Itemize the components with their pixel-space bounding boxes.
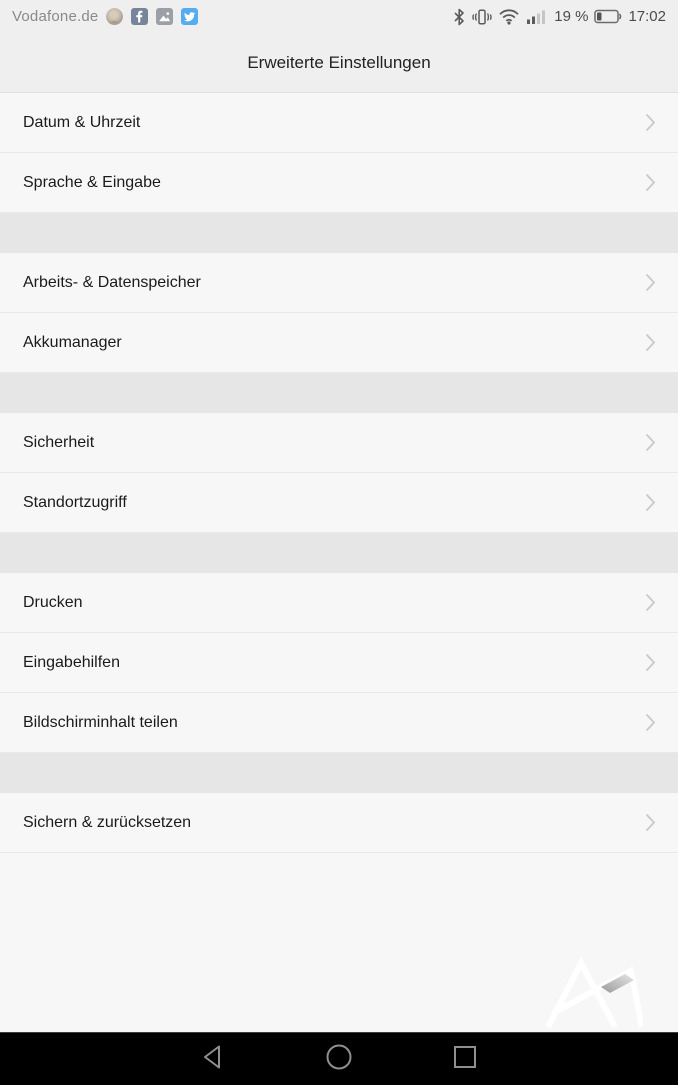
back-button[interactable] <box>196 1040 230 1077</box>
status-bar-left <box>12 8 452 25</box>
avatar-notification-icon <box>106 8 123 25</box>
settings-row-label: Akkumanager <box>23 333 122 351</box>
group-separator <box>0 213 678 253</box>
settings-row-akkumanager[interactable] <box>0 313 678 373</box>
navigation-bar <box>0 1032 678 1085</box>
settings-row-sicherheit[interactable] <box>0 413 678 473</box>
chevron-right-icon <box>645 173 656 192</box>
chevron-right-icon <box>645 433 656 452</box>
recents-button[interactable] <box>448 1040 482 1077</box>
settings-row-label: Arbeits- & Datenspeicher <box>23 273 201 291</box>
back-triangle-icon <box>198 1042 228 1072</box>
page-title: Erweiterte Einstellungen <box>247 52 431 72</box>
chevron-right-icon <box>645 813 656 832</box>
settings-row-label: Standortzugriff <box>23 493 127 511</box>
settings-row-label: Eingabehilfen <box>23 653 120 671</box>
status-bar <box>0 0 678 33</box>
settings-row-label: Datum & Uhrzeit <box>23 113 141 131</box>
settings-row-sichern-zuruecksetzen[interactable] <box>0 793 678 853</box>
settings-row-label: Sichern & zurücksetzen <box>23 813 192 831</box>
vibrate-icon <box>472 8 492 26</box>
settings-row-bildschirminhalt-teilen[interactable] <box>0 693 678 753</box>
settings-row-sprache-eingabe[interactable] <box>0 153 678 213</box>
settings-row-label: Sicherheit <box>23 433 95 451</box>
twitter-notification-icon <box>181 8 198 25</box>
settings-row-label: Drucken <box>23 593 83 611</box>
settings-row-datum-uhrzeit[interactable] <box>0 93 678 153</box>
chevron-right-icon <box>645 273 656 292</box>
settings-row-eingabehilfen[interactable] <box>0 633 678 693</box>
home-circle-icon <box>324 1042 354 1072</box>
clock-label: 17:02 <box>628 8 666 25</box>
settings-list <box>0 93 678 853</box>
header <box>0 33 678 93</box>
chevron-right-icon <box>645 333 656 352</box>
bluetooth-icon <box>452 8 466 26</box>
settings-row-label: Sprache & Eingabe <box>23 173 161 191</box>
recents-square-icon <box>450 1042 480 1072</box>
chevron-right-icon <box>645 653 656 672</box>
content-filler <box>0 853 678 1032</box>
chevron-right-icon <box>645 493 656 512</box>
battery-percent-label: 19 % <box>554 8 589 25</box>
group-separator <box>0 373 678 413</box>
home-button[interactable] <box>322 1040 356 1077</box>
chevron-right-icon <box>645 593 656 612</box>
facebook-notification-icon <box>131 8 148 25</box>
settings-row-standortzugriff[interactable] <box>0 473 678 533</box>
signal-strength-icon <box>526 8 548 25</box>
wifi-icon <box>498 8 520 25</box>
chevron-right-icon <box>645 713 656 732</box>
settings-row-arbeits-datenspeicher[interactable] <box>0 253 678 313</box>
chevron-right-icon <box>645 113 656 132</box>
status-bar-right <box>452 8 666 26</box>
settings-row-drucken[interactable] <box>0 573 678 633</box>
settings-row-label: Bildschirminhalt teilen <box>23 713 178 731</box>
group-separator <box>0 753 678 793</box>
group-separator <box>0 533 678 573</box>
battery-icon <box>594 9 622 24</box>
screenshot-notification-icon <box>156 8 173 25</box>
carrier-label: Vodafone.de <box>12 8 99 25</box>
watermark-logo <box>543 951 643 1029</box>
